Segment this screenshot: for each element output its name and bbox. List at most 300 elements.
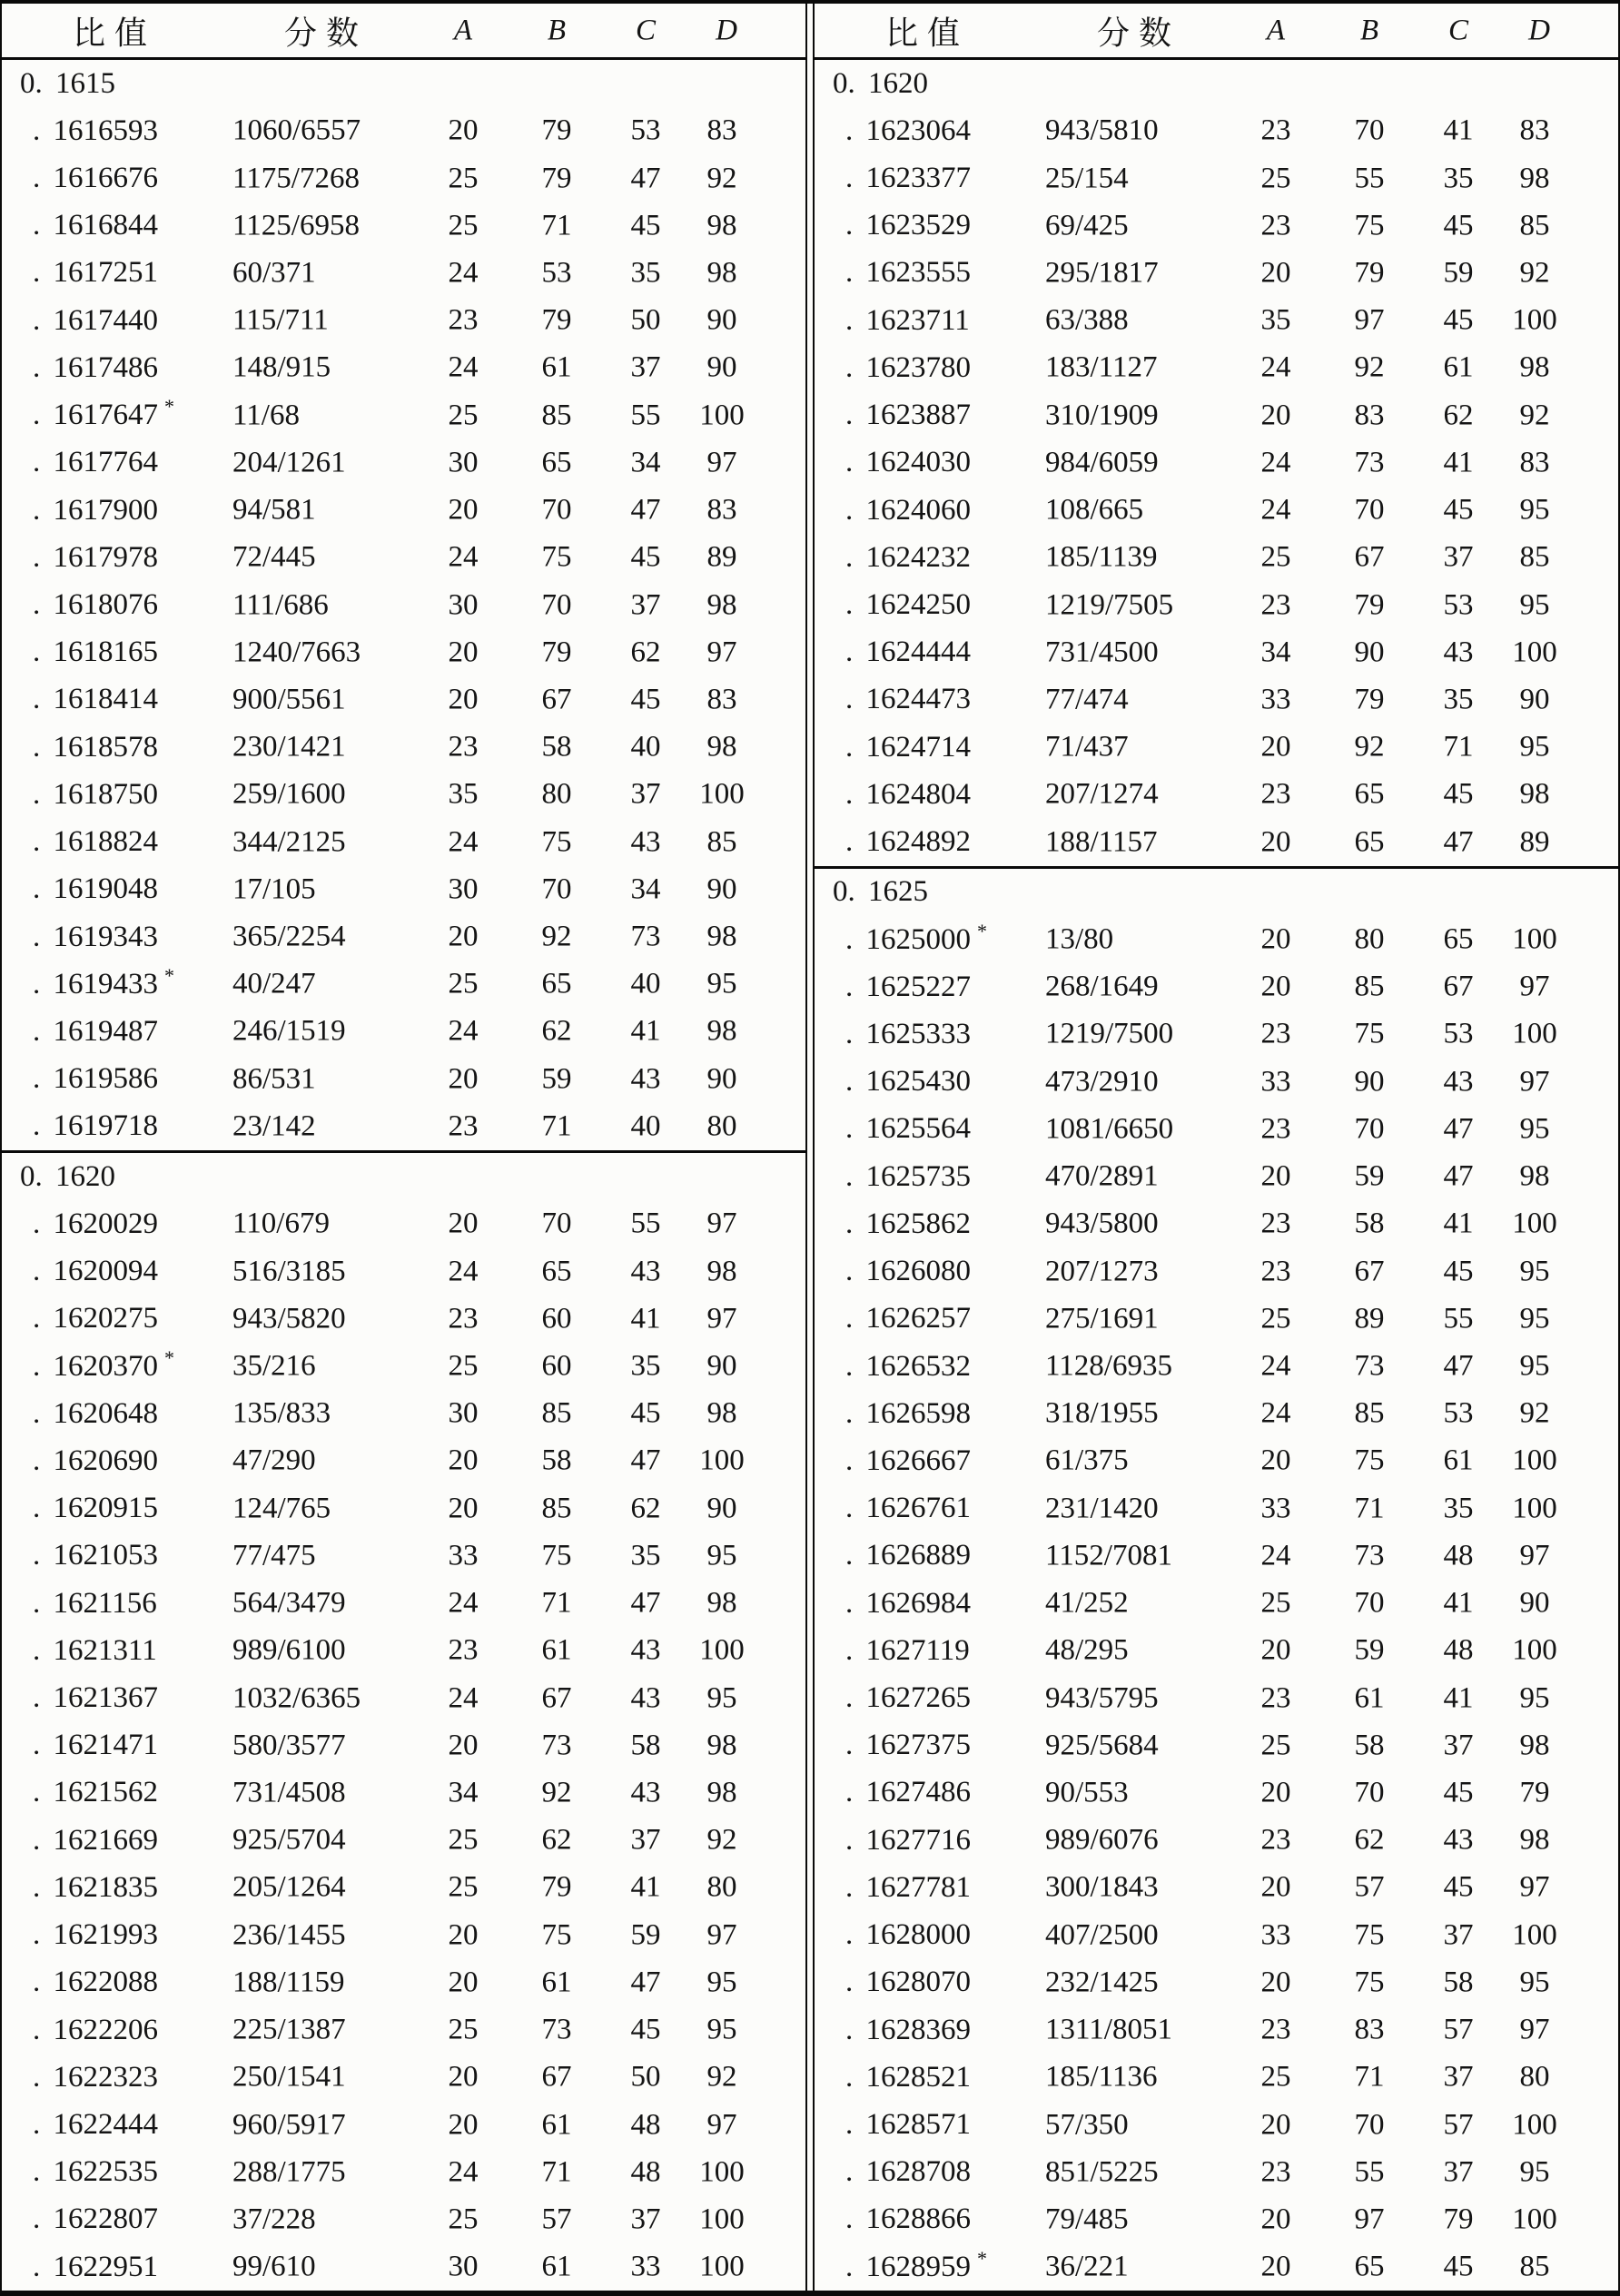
ratio-cell: . 1628521 xyxy=(845,2060,971,2094)
fraction-cell: 185/1139 xyxy=(1045,540,1158,574)
col-d-cell: 95 xyxy=(1519,1681,1550,1715)
table-row xyxy=(2,961,805,1008)
table-row xyxy=(2,1674,805,1721)
table-row xyxy=(815,2243,1618,2291)
ratio-cell: . 1622535 xyxy=(33,2155,158,2189)
table-row xyxy=(2,202,805,250)
ratio-cell: . 1622323 xyxy=(33,2060,158,2094)
fraction-cell: 185/1136 xyxy=(1045,2060,1158,2094)
col-d-cell: 100 xyxy=(1512,2202,1557,2236)
col-b-cell: 70 xyxy=(1354,2108,1385,2142)
ratio-cell: . 1619586 xyxy=(33,1062,158,1096)
ratio-cell: . 1625735 xyxy=(845,1159,971,1193)
col-b-cell: 59 xyxy=(1354,1633,1385,1667)
col-b-cell: 75 xyxy=(541,1918,572,1952)
col-b-cell: 61 xyxy=(541,350,572,384)
fraction-cell: 288/1775 xyxy=(232,2155,346,2189)
ratio-cell: . 1623529 xyxy=(845,209,971,242)
col-a-cell: 23 xyxy=(448,730,479,764)
ratio-cell: . 1627375 xyxy=(845,1729,971,1762)
col-d-cell: 98 xyxy=(1519,350,1550,384)
ratio-cell: . 1618165 xyxy=(33,636,158,669)
ratio-cell: . 1617900 xyxy=(33,493,158,527)
col-d-cell: 100 xyxy=(1512,1918,1557,1952)
col-a-cell: 25 xyxy=(1260,162,1291,195)
fraction-cell: 110/679 xyxy=(232,1207,330,1240)
col-c-cell: 43 xyxy=(630,1776,661,1809)
table-row xyxy=(2,2243,805,2291)
col-b-cell: 79 xyxy=(541,162,572,195)
col-d-cell: 85 xyxy=(1519,540,1550,574)
col-d-cell: 95 xyxy=(1519,730,1550,764)
col-b-cell: 65 xyxy=(541,1255,572,1288)
col-d-cell: 85 xyxy=(1519,209,1550,242)
col-b-cell: 61 xyxy=(1354,1681,1385,1715)
col-c-cell: 45 xyxy=(1443,777,1474,811)
fraction-cell: 236/1455 xyxy=(232,1918,346,1952)
col-b-cell: 79 xyxy=(1354,256,1385,290)
col-c-cell: 37 xyxy=(630,1823,661,1857)
col-c-cell: 34 xyxy=(630,872,661,906)
col-d-cell: 79 xyxy=(1519,1776,1550,1809)
col-a-cell: 24 xyxy=(448,256,479,290)
ratio-cell: . 1628070 xyxy=(845,1966,971,1999)
col-a-cell: 23 xyxy=(1260,113,1291,147)
ratio-cell: . 1619433 * xyxy=(33,963,174,1000)
col-d-cell: 90 xyxy=(706,303,737,337)
col-d-cell: 97 xyxy=(706,446,737,479)
col-c-cell: 67 xyxy=(1443,970,1474,1003)
fraction-cell: 188/1159 xyxy=(232,1966,345,1999)
col-c-cell: 47 xyxy=(1443,1349,1474,1383)
table-row xyxy=(2,1056,805,1103)
col-b-header: B xyxy=(1359,14,1379,46)
col-b-cell: 70 xyxy=(1354,1112,1385,1146)
col-a-cell: 20 xyxy=(1260,256,1291,290)
ratio-cell: . 1624250 xyxy=(845,588,971,622)
col-c-cell: 43 xyxy=(1443,1065,1474,1099)
table-row xyxy=(2,344,805,391)
col-a-cell: 25 xyxy=(448,2013,479,2046)
col-b-cell: 92 xyxy=(1354,730,1385,764)
col-b-cell: 85 xyxy=(1354,1396,1385,1430)
col-c-cell: 45 xyxy=(630,1396,661,1430)
ratio-cell: . 1619343 xyxy=(33,920,158,953)
col-a-cell: 23 xyxy=(1260,2013,1291,2046)
ratio-cell: . 1619487 xyxy=(33,1014,158,1048)
ratio-cell: . 1626761 xyxy=(845,1492,971,1525)
col-b-cell: 62 xyxy=(541,1823,572,1857)
table-row xyxy=(815,439,1618,487)
col-c-cell: 45 xyxy=(1443,2250,1474,2283)
col-d-cell: 98 xyxy=(706,209,737,242)
col-c-cell: 53 xyxy=(630,113,661,147)
left-table xyxy=(2,4,805,2291)
fraction-cell: 310/1909 xyxy=(1045,399,1159,432)
table-row xyxy=(2,581,805,628)
ratio-cell: . 1625862 xyxy=(845,1207,971,1240)
col-a-cell: 24 xyxy=(1260,1539,1291,1572)
col-a-cell: 25 xyxy=(448,1349,479,1383)
col-c-cell: 45 xyxy=(1443,1776,1474,1809)
ratio-column-header: 比值 xyxy=(72,15,157,51)
fraction-cell: 900/5561 xyxy=(232,683,346,716)
col-d-cell: 98 xyxy=(706,920,737,953)
ratio-cell: . 1626984 xyxy=(845,1586,971,1620)
table-row xyxy=(815,676,1618,724)
fraction-cell: 1081/6650 xyxy=(1045,1112,1174,1146)
col-c-cell: 48 xyxy=(630,2155,661,2189)
table-row xyxy=(2,1200,805,1247)
fraction-cell: 40/247 xyxy=(232,967,316,1000)
col-a-cell: 20 xyxy=(448,1918,479,1952)
ratio-cell: . 1620275 xyxy=(33,1302,158,1335)
fraction-cell: 69/425 xyxy=(1045,209,1129,242)
table-row xyxy=(815,1769,1618,1817)
col-b-cell: 75 xyxy=(541,1539,572,1572)
col-b-cell: 59 xyxy=(541,1062,572,1096)
col-b-cell: 67 xyxy=(541,2060,572,2094)
col-d-cell: 95 xyxy=(1519,2155,1550,2189)
ratio-cell: . 1620915 xyxy=(33,1492,158,1525)
col-c-cell: 43 xyxy=(1443,1823,1474,1857)
col-c-cell: 45 xyxy=(1443,1870,1474,1904)
ratio-cell: . 1620648 xyxy=(33,1396,158,1430)
col-d-cell: 97 xyxy=(706,2108,737,2142)
col-b-cell: 65 xyxy=(1354,777,1385,811)
fraction-cell: 259/1600 xyxy=(232,777,346,811)
col-b-cell: 71 xyxy=(541,209,572,242)
table-row xyxy=(2,487,805,534)
ratio-column-header: 比值 xyxy=(884,15,970,51)
fraction-column-header: 分数 xyxy=(1096,15,1181,51)
col-c-cell: 37 xyxy=(630,350,661,384)
col-d-header: D xyxy=(1528,14,1550,46)
col-c-cell: 61 xyxy=(1443,350,1474,384)
col-d-cell: 98 xyxy=(1519,1729,1550,1762)
fraction-cell: 94/581 xyxy=(232,493,316,527)
col-a-cell: 30 xyxy=(448,872,479,906)
col-b-cell: 83 xyxy=(1354,399,1385,432)
col-c-cell: 34 xyxy=(630,446,661,479)
col-c-cell: 55 xyxy=(630,399,661,432)
col-a-cell: 20 xyxy=(1260,1776,1291,1809)
fraction-cell: 25/154 xyxy=(1045,162,1129,195)
ratio-cell: . 1616593 xyxy=(33,113,158,147)
fraction-cell: 1032/6365 xyxy=(232,1681,361,1715)
col-a-cell: 20 xyxy=(448,2108,479,2142)
col-d-cell: 92 xyxy=(706,2060,737,2094)
fraction-cell: 470/2891 xyxy=(1045,1159,1159,1193)
fraction-cell: 318/1955 xyxy=(1045,1396,1159,1430)
table-row xyxy=(2,1769,805,1817)
fraction-cell: 148/915 xyxy=(232,350,331,384)
col-c-cell: 65 xyxy=(1443,922,1474,956)
col-b-cell: 73 xyxy=(541,2013,572,2046)
col-c-cell: 43 xyxy=(630,1681,661,1715)
col-b-cell: 70 xyxy=(1354,113,1385,147)
col-b-cell: 75 xyxy=(1354,209,1385,242)
fraction-cell: 1175/7268 xyxy=(232,162,360,195)
col-d-cell: 92 xyxy=(1519,256,1550,290)
ratio-cell: . 1627265 xyxy=(845,1681,971,1715)
col-b-cell: 70 xyxy=(1354,493,1385,527)
table-row xyxy=(815,1532,1618,1580)
ratio-cell: . 1621669 xyxy=(33,1823,158,1857)
fraction-cell: 23/142 xyxy=(232,1109,316,1143)
ratio-cell: . 1625000 * xyxy=(845,919,987,956)
col-b-cell: 75 xyxy=(1354,1966,1385,1999)
col-c-cell: 57 xyxy=(1443,2013,1474,2046)
col-d-cell: 97 xyxy=(706,1302,737,1335)
col-a-cell: 33 xyxy=(1260,683,1291,716)
table-row xyxy=(815,963,1618,1010)
fraction-cell: 135/833 xyxy=(232,1396,331,1430)
col-b-cell: 79 xyxy=(541,1870,572,1904)
col-a-cell: 24 xyxy=(1260,493,1291,527)
col-d-cell: 95 xyxy=(706,1966,737,1999)
col-b-cell: 61 xyxy=(541,1966,572,1999)
table-row xyxy=(2,676,805,724)
col-b-cell: 58 xyxy=(1354,1207,1385,1240)
fraction-cell: 1219/7505 xyxy=(1045,588,1174,622)
col-d-cell: 95 xyxy=(706,1681,737,1715)
col-b-cell: 79 xyxy=(1354,683,1385,716)
asterisk-marker: * xyxy=(977,2246,987,2270)
col-d-cell: 92 xyxy=(1519,1396,1550,1430)
col-b-cell: 75 xyxy=(541,825,572,859)
table-row xyxy=(815,1153,1618,1200)
table-row xyxy=(815,1247,1618,1295)
col-a-cell: 25 xyxy=(1260,540,1291,574)
col-a-cell: 33 xyxy=(1260,1065,1291,1099)
col-b-cell: 58 xyxy=(1354,1729,1385,1762)
col-c-cell: 59 xyxy=(630,1918,661,1952)
col-d-cell: 97 xyxy=(706,636,737,669)
fraction-cell: 1311/8051 xyxy=(1045,2013,1172,2046)
table-row xyxy=(815,107,1618,154)
col-a-header: A xyxy=(1266,14,1286,46)
table-row xyxy=(815,1864,1618,1911)
fraction-cell: 111/686 xyxy=(232,588,329,622)
col-a-cell: 20 xyxy=(1260,2202,1291,2236)
col-d-cell: 92 xyxy=(706,162,737,195)
col-a-cell: 25 xyxy=(1260,2060,1291,2094)
fraction-cell: 925/5684 xyxy=(1045,1729,1159,1762)
fraction-cell: 60/371 xyxy=(232,256,316,290)
col-a-cell: 30 xyxy=(448,446,479,479)
col-d-cell: 100 xyxy=(1512,1633,1557,1667)
col-c-cell: 62 xyxy=(630,636,661,669)
col-b-cell: 53 xyxy=(541,256,572,290)
table-row xyxy=(2,1390,805,1437)
ratio-cell: . 1616844 xyxy=(33,209,158,242)
col-c-cell: 37 xyxy=(1443,540,1474,574)
ratio-cell: . 1622807 xyxy=(33,2202,158,2236)
col-a-cell: 33 xyxy=(448,1539,479,1572)
col-d-cell: 100 xyxy=(699,2250,745,2283)
table-row xyxy=(815,724,1618,771)
col-a-cell: 24 xyxy=(1260,1349,1291,1383)
ratio-cell: . 1628866 xyxy=(845,2202,971,2236)
fraction-cell: 86/531 xyxy=(232,1062,316,1096)
col-c-cell: 40 xyxy=(630,1109,661,1143)
col-c-cell: 35 xyxy=(630,256,661,290)
table-row xyxy=(815,1343,1618,1390)
table-row xyxy=(815,1200,1618,1247)
col-c-cell: 41 xyxy=(630,1302,661,1335)
col-b-cell: 85 xyxy=(541,1396,572,1430)
col-b-cell: 71 xyxy=(541,1586,572,1620)
col-b-cell: 79 xyxy=(541,636,572,669)
col-d-cell: 100 xyxy=(1512,2108,1557,2142)
col-b-cell: 79 xyxy=(541,303,572,337)
col-d-cell: 97 xyxy=(1519,970,1550,1003)
col-c-cell: 48 xyxy=(1443,1539,1474,1572)
ratio-cell: . 1623887 xyxy=(845,399,971,432)
table-row xyxy=(2,724,805,771)
ratio-cell: . 1617647 * xyxy=(33,395,174,432)
col-a-cell: 20 xyxy=(1260,1633,1291,1667)
col-d-cell: 85 xyxy=(1519,2250,1550,2283)
ratio-cell: . 1619048 xyxy=(33,872,158,906)
ratio-cell: . 1627716 xyxy=(845,1823,971,1857)
table-row xyxy=(2,819,805,866)
col-b-cell: 70 xyxy=(541,1207,572,1240)
fraction-cell: 564/3479 xyxy=(232,1586,346,1620)
fraction-cell: 1128/6935 xyxy=(1045,1349,1172,1383)
col-a-cell: 30 xyxy=(448,588,479,622)
fraction-cell: 99/610 xyxy=(232,2250,316,2283)
col-b-cell: 55 xyxy=(1354,162,1385,195)
col-c-cell: 45 xyxy=(630,2013,661,2046)
fraction-cell: 344/2125 xyxy=(232,825,346,859)
ratio-cell: . 1628708 xyxy=(845,2155,971,2189)
fraction-cell: 731/4500 xyxy=(1045,636,1159,669)
table-row xyxy=(815,297,1618,344)
table-row xyxy=(815,2054,1618,2101)
col-b-cell: 85 xyxy=(541,1492,572,1525)
col-d-cell: 98 xyxy=(1519,1159,1550,1193)
col-a-cell: 20 xyxy=(448,1444,479,1477)
ratio-cell: . 1626080 xyxy=(845,1255,971,1288)
table-row xyxy=(2,250,805,297)
fraction-cell: 246/1519 xyxy=(232,1014,346,1048)
table-row xyxy=(2,1485,805,1532)
table-row xyxy=(2,913,805,961)
fraction-cell: 225/1387 xyxy=(232,2013,346,2046)
col-a-cell: 25 xyxy=(448,2202,479,2236)
table-row xyxy=(815,771,1618,818)
col-c-cell: 45 xyxy=(630,209,661,242)
col-a-cell: 24 xyxy=(448,825,479,859)
col-d-cell: 100 xyxy=(1512,636,1557,669)
col-c-cell: 35 xyxy=(1443,683,1474,716)
col-a-cell: 20 xyxy=(1260,1966,1291,1999)
col-d-cell: 90 xyxy=(1519,683,1550,716)
ratio-cell: . 1625227 xyxy=(845,970,971,1003)
table-row xyxy=(2,1437,805,1484)
ratio-cell: . 1623555 xyxy=(845,256,971,290)
col-d-cell: 95 xyxy=(706,2013,737,2046)
fraction-cell: 90/553 xyxy=(1045,1776,1129,1809)
ratio-cell: . 1620094 xyxy=(33,1255,158,1288)
asterisk-marker: * xyxy=(977,919,987,942)
col-a-cell: 20 xyxy=(448,1207,479,1240)
fraction-cell: 851/5225 xyxy=(1045,2155,1159,2189)
col-b-cell: 61 xyxy=(541,2108,572,2142)
fraction-cell: 11/68 xyxy=(232,399,300,432)
col-b-cell: 80 xyxy=(1354,922,1385,956)
col-b-cell: 62 xyxy=(1354,1823,1385,1857)
ratio-cell: . 1623064 xyxy=(845,113,971,147)
col-a-cell: 20 xyxy=(1260,730,1291,764)
ratio-cell: . 1623377 xyxy=(845,162,971,195)
table-row xyxy=(2,392,805,439)
col-a-cell: 24 xyxy=(1260,1396,1291,1430)
table-row xyxy=(815,1059,1618,1106)
table-row xyxy=(2,534,805,581)
col-a-cell: 20 xyxy=(448,920,479,953)
ratio-cell: . 1624473 xyxy=(845,683,971,716)
ratio-cell: . 1621311 xyxy=(33,1633,157,1667)
col-b-cell: 85 xyxy=(1354,970,1385,1003)
fraction-cell: 943/5800 xyxy=(1045,1207,1159,1240)
col-d-cell: 89 xyxy=(1519,825,1550,859)
fraction-cell: 77/475 xyxy=(232,1539,316,1572)
col-c-cell: 53 xyxy=(1443,1396,1474,1430)
col-d-cell: 90 xyxy=(1519,1586,1550,1620)
table-row xyxy=(2,1627,805,1674)
col-d-cell: 97 xyxy=(1519,1870,1550,1904)
table-row xyxy=(815,1437,1618,1484)
section-header-row xyxy=(815,866,1618,916)
col-d-cell: 95 xyxy=(1519,1112,1550,1146)
col-c-cell: 41 xyxy=(1443,1681,1474,1715)
ratio-cell: . 1617764 xyxy=(33,446,158,479)
fraction-cell: 36/221 xyxy=(1045,2250,1129,2283)
col-b-cell: 90 xyxy=(1354,1065,1385,1099)
table-row xyxy=(2,1103,805,1150)
col-b-cell: 61 xyxy=(541,2250,572,2283)
col-b-cell: 97 xyxy=(1354,2202,1385,2236)
fraction-cell: 47/290 xyxy=(232,1444,316,1477)
table-row xyxy=(815,154,1618,202)
col-b-cell: 73 xyxy=(541,1729,572,1762)
col-c-cell: 61 xyxy=(1443,1444,1474,1477)
table-row xyxy=(815,1106,1618,1153)
ratio-cell: . 1624060 xyxy=(845,493,971,527)
col-c-cell: 48 xyxy=(630,2108,661,2142)
col-c-cell: 45 xyxy=(1443,209,1474,242)
col-b-cell: 71 xyxy=(541,2155,572,2189)
col-b-cell: 73 xyxy=(1354,446,1385,479)
col-d-cell: 95 xyxy=(706,967,737,1000)
table-row xyxy=(2,2101,805,2148)
col-c-header: C xyxy=(635,14,657,46)
fraction-cell: 943/5820 xyxy=(232,1302,346,1335)
fraction-cell: 72/445 xyxy=(232,540,316,574)
ratio-cell: . 1623711 xyxy=(845,303,970,337)
ratio-cell: . 1620370 * xyxy=(33,1345,174,1383)
col-a-cell: 24 xyxy=(1260,446,1291,479)
fraction-cell: 989/6076 xyxy=(1045,1823,1159,1857)
table-row xyxy=(2,2054,805,2101)
ratio-cell: . 1624714 xyxy=(845,730,971,764)
col-d-cell: 90 xyxy=(706,1349,737,1383)
table-row xyxy=(2,1912,805,1959)
col-a-cell: 20 xyxy=(448,2060,479,2094)
